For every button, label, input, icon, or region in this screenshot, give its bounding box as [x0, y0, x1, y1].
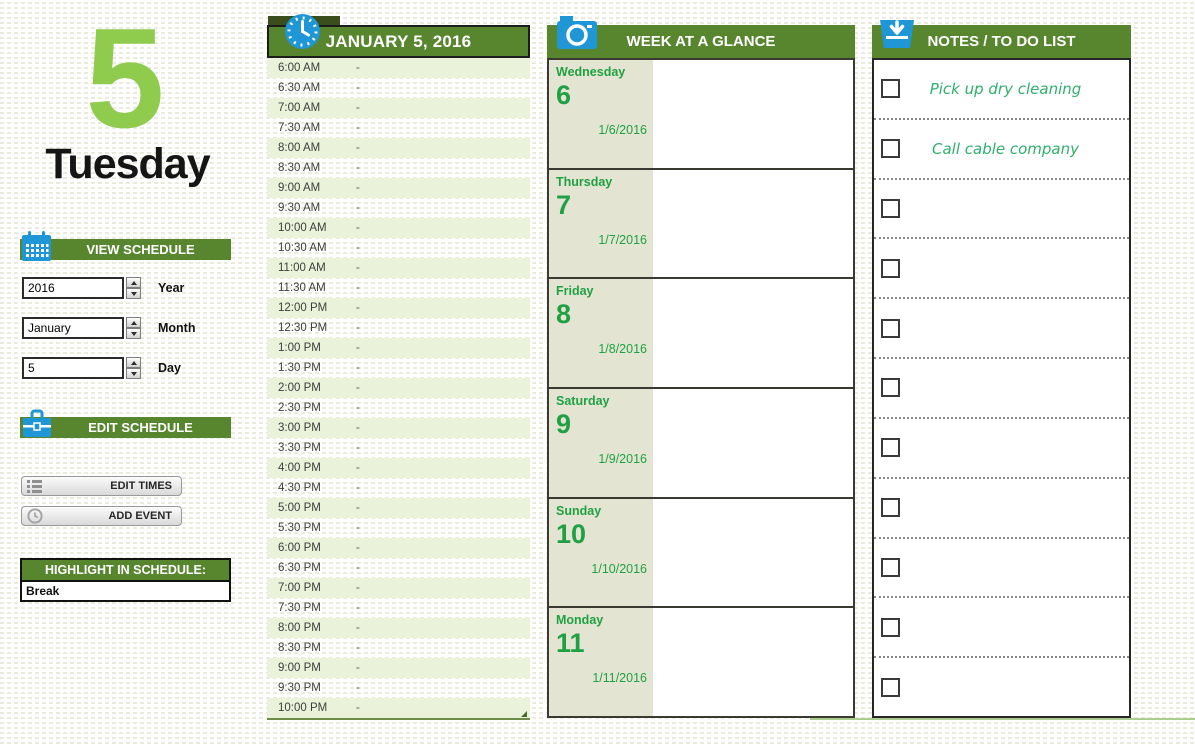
schedule-slot-row[interactable] [267, 518, 530, 538]
schedule-slot-row[interactable] [267, 98, 530, 118]
week-day-number: 11 [556, 628, 585, 659]
slot-time-label: 2:30 PM [278, 402, 321, 414]
day-number: 5 [85, 0, 165, 158]
week-day-name: Monday [556, 613, 604, 628]
slot-event-value: - [356, 562, 360, 574]
todo-checkbox[interactable] [881, 378, 900, 397]
todo-row[interactable] [874, 477, 1129, 537]
slot-event-value: - [356, 402, 360, 414]
slot-time-label: 1:30 PM [278, 362, 321, 374]
week-day-date: 1/8/2016 [598, 342, 647, 357]
notes-todo-title: NOTES / TO DO LIST [927, 33, 1076, 50]
week-at-a-glance-table [547, 58, 855, 718]
slot-event-value: - [356, 202, 360, 214]
schedule-slot-row[interactable] [267, 598, 530, 618]
view-schedule-title: VIEW SCHEDULE [86, 242, 195, 257]
slot-time-label: 9:00 PM [278, 662, 321, 674]
todo-row[interactable] [874, 118, 1129, 178]
day-name: Tuesday [45, 140, 210, 188]
todo-row[interactable] [874, 297, 1129, 357]
week-day-row [549, 60, 853, 168]
spinner-down-button[interactable] [126, 368, 141, 379]
week-day-info [549, 279, 653, 387]
slot-event-value: - [356, 302, 360, 314]
slot-time-label: 11:30 AM [278, 282, 326, 294]
week-day-date: 1/11/2016 [592, 671, 647, 686]
slot-event-value: - [356, 262, 360, 274]
slot-event-value: - [356, 622, 360, 634]
week-day-row [549, 277, 853, 387]
spinner [126, 277, 141, 299]
schedule-slot-row[interactable] [267, 218, 530, 238]
todo-row[interactable] [874, 237, 1129, 297]
slot-time-label: 8:00 PM [278, 622, 321, 634]
week-day-info [549, 60, 653, 168]
schedule-slot-row[interactable] [267, 338, 530, 358]
spinner-up-button[interactable] [126, 317, 141, 328]
slot-time-label: 3:30 PM [278, 442, 321, 454]
schedule-slot-row[interactable] [267, 558, 530, 578]
schedule-slot-row[interactable] [267, 238, 530, 258]
slot-time-label: 7:30 PM [278, 602, 321, 614]
highlight-value-cell[interactable]: Break [26, 584, 60, 598]
week-day-info [549, 389, 653, 497]
todo-row[interactable] [874, 417, 1129, 477]
clock-icon [284, 13, 321, 55]
slot-event-value: - [356, 602, 360, 614]
schedule-slot-row[interactable] [267, 318, 530, 338]
week-day-note-cell[interactable] [653, 608, 853, 716]
slot-time-label: 7:00 AM [278, 102, 321, 114]
slot-event-value: - [356, 122, 360, 134]
week-day-number: 10 [556, 518, 587, 549]
week-day-number: 6 [556, 80, 572, 110]
schedule-slot-row[interactable] [267, 178, 530, 198]
edit-times-label: EDIT TIMES [110, 480, 172, 492]
week-day-number: 7 [556, 189, 572, 220]
schedule-time-grid [267, 58, 530, 720]
week-day-info [549, 499, 653, 607]
daily-schedule-title: JANUARY 5, 2016 [325, 31, 472, 51]
todo-checkbox[interactable] [881, 558, 900, 577]
slot-event-value: - [356, 282, 360, 294]
date-field-input[interactable] [22, 317, 124, 339]
slot-time-label: 5:00 PM [278, 502, 321, 514]
slot-time-label: 3:00 PM [278, 422, 321, 434]
week-day-note-cell[interactable] [653, 60, 853, 168]
spinner-up-button[interactable] [126, 357, 141, 368]
week-day-date: 1/7/2016 [598, 232, 647, 247]
schedule-slot-row[interactable] [267, 58, 530, 78]
slot-event-value: - [356, 542, 360, 554]
date-field-label: Year [158, 281, 185, 295]
slot-event-value: - [356, 482, 360, 494]
slot-event-value: - [356, 82, 360, 94]
schedule-slot-row[interactable] [267, 678, 530, 698]
slot-event-value: - [356, 662, 360, 674]
schedule-slot-row[interactable] [267, 658, 530, 678]
todo-row[interactable] [874, 656, 1129, 716]
schedule-slot-row[interactable] [267, 378, 530, 398]
list-icon [27, 479, 42, 494]
week-day-note-cell[interactable] [653, 279, 853, 387]
slot-time-label: 7:30 AM [278, 122, 321, 134]
slot-event-value: - [356, 182, 360, 194]
date-field-row [22, 357, 195, 379]
slot-time-label: 12:00 PM [278, 302, 328, 314]
todo-checkbox[interactable] [881, 79, 900, 98]
slot-time-label: 12:30 PM [278, 322, 328, 334]
week-day-note-cell[interactable] [653, 170, 853, 278]
slot-time-label: 6:00 AM [278, 62, 321, 74]
slot-event-value: - [356, 522, 360, 534]
week-day-info [549, 170, 653, 278]
slot-time-label: 10:00 AM [278, 222, 327, 234]
slot-event-value: - [356, 162, 360, 174]
todo-checkbox[interactable] [881, 618, 900, 637]
schedule-slot-row[interactable] [267, 118, 530, 138]
view-schedule-fields [22, 277, 195, 397]
week-day-row [549, 497, 853, 607]
slot-event-value: - [356, 382, 360, 394]
week-day-name: Friday [556, 284, 594, 299]
schedule-slot-row[interactable] [267, 78, 530, 98]
slot-event-value: - [356, 702, 360, 714]
week-day-name: Sunday [556, 503, 602, 518]
schedule-slot-row[interactable] [267, 418, 530, 438]
slot-event-value: - [356, 582, 360, 594]
date-field-label: Month [158, 321, 196, 335]
week-day-name: Thursday [556, 174, 613, 189]
camera-icon [556, 13, 598, 58]
week-day-number: 9 [556, 409, 572, 440]
todo-checkbox[interactable] [881, 498, 900, 517]
schedule-slot-row[interactable] [267, 258, 530, 278]
schedule-slot-row[interactable] [267, 438, 530, 458]
schedule-slot-row[interactable] [267, 158, 530, 178]
slot-event-value: - [356, 422, 360, 434]
inbox-tray-icon [877, 12, 917, 55]
schedule-slot-row[interactable] [267, 698, 530, 718]
todo-checkbox[interactable] [881, 319, 900, 338]
slot-event-value: - [356, 462, 360, 474]
slot-event-value: - [356, 342, 360, 354]
spinner-down-button[interactable] [126, 328, 141, 339]
slot-event-value: - [356, 442, 360, 454]
slot-time-label: 1:00 PM [278, 342, 321, 354]
schedule-slot-row[interactable] [267, 458, 530, 478]
week-day-name: Saturday [556, 394, 610, 409]
slot-time-label: 6:30 PM [278, 562, 321, 574]
todo-item-text: Pick up dry cleaning [929, 79, 1082, 98]
slot-event-value: - [356, 502, 360, 514]
edit-times-button[interactable] [21, 476, 182, 496]
slot-time-label: 8:00 AM [278, 142, 321, 154]
week-day-date: 1/9/2016 [598, 452, 647, 467]
slot-time-label: 9:30 AM [278, 202, 321, 214]
add-event-label: ADD EVENT [108, 510, 172, 522]
slot-time-label: 6:30 AM [278, 82, 321, 94]
spinner-up-button[interactable] [126, 277, 141, 288]
todo-checkbox[interactable] [881, 259, 900, 278]
slot-event-value: - [356, 362, 360, 374]
slot-time-label: 8:30 AM [278, 162, 321, 174]
todo-row[interactable] [874, 357, 1129, 417]
slot-time-label: 9:00 AM [278, 182, 321, 194]
week-day-date: 1/10/2016 [591, 561, 647, 576]
week-day-info [549, 608, 653, 716]
schedule-slot-row[interactable] [267, 538, 530, 558]
date-field-input[interactable] [22, 277, 124, 299]
slot-event-value: - [356, 222, 360, 234]
todo-list [872, 58, 1131, 718]
schedule-slot-row[interactable] [267, 358, 530, 378]
date-field-row [22, 277, 195, 299]
slot-event-value: - [356, 242, 360, 254]
schedule-slot-row[interactable] [267, 278, 530, 298]
schedule-slot-row[interactable] [267, 618, 530, 638]
week-day-row [549, 168, 853, 278]
todo-row[interactable] [874, 178, 1129, 238]
slot-time-label: 5:30 PM [278, 522, 321, 534]
highlight-in-schedule-box [20, 558, 231, 602]
spinner-down-button[interactable] [126, 288, 141, 299]
clock-outline-icon [27, 508, 43, 524]
week-day-row [549, 606, 853, 716]
todo-checkbox[interactable] [881, 678, 900, 697]
todo-checkbox[interactable] [881, 438, 900, 457]
week-day-number: 8 [556, 299, 572, 330]
schedule-slot-row[interactable] [267, 638, 530, 658]
week-day-row [549, 387, 853, 497]
slot-event-value: - [356, 642, 360, 654]
week-day-date: 1/6/2016 [598, 123, 647, 137]
week-at-a-glance-title: WEEK AT A GLANCE [626, 33, 776, 50]
slot-time-label: 11:00 AM [278, 262, 326, 274]
spinner [126, 317, 141, 339]
resize-handle[interactable] [521, 711, 527, 717]
todo-row[interactable] [874, 596, 1129, 656]
todo-row[interactable] [874, 60, 1129, 118]
todo-checkbox[interactable] [881, 199, 900, 218]
schedule-slot-row[interactable] [267, 298, 530, 318]
week-day-name: Wednesday [556, 65, 626, 79]
slot-time-label: 9:30 PM [278, 682, 321, 694]
date-field-input[interactable] [22, 357, 124, 379]
add-event-button[interactable] [21, 506, 182, 526]
week-day-note-cell[interactable] [653, 499, 853, 607]
schedule-slot-row[interactable] [267, 398, 530, 418]
highlight-title: HIGHLIGHT IN SCHEDULE: [22, 560, 229, 582]
slot-time-label: 4:00 PM [278, 462, 321, 474]
slot-time-label: 10:30 AM [278, 242, 327, 254]
edit-schedule-title: EDIT SCHEDULE [88, 420, 193, 435]
schedule-slot-row[interactable] [267, 578, 530, 598]
slot-time-label: 2:00 PM [278, 382, 321, 394]
todo-row[interactable] [874, 537, 1129, 597]
slot-time-label: 8:30 PM [278, 642, 321, 654]
slot-event-value: - [356, 142, 360, 154]
slot-time-label: 7:00 PM [278, 582, 321, 594]
date-field-row [22, 317, 195, 339]
slot-time-label: 4:30 PM [278, 482, 321, 494]
toolbox-icon [21, 409, 53, 441]
slot-event-value: - [356, 102, 360, 114]
todo-checkbox[interactable] [881, 139, 900, 158]
slot-event-value: - [356, 62, 360, 74]
schedule-slot-row[interactable] [267, 198, 530, 218]
spinner [126, 357, 141, 379]
schedule-slot-row[interactable] [267, 478, 530, 498]
bottom-divider [810, 718, 1195, 720]
slot-time-label: 6:00 PM [278, 542, 321, 554]
schedule-slot-row[interactable] [267, 498, 530, 518]
slot-event-value: - [356, 682, 360, 694]
week-day-note-cell[interactable] [653, 389, 853, 497]
calendar-icon [21, 231, 53, 263]
todo-item-text: Call cable company [931, 139, 1080, 158]
slot-time-label: 10:00 PM [278, 702, 328, 714]
schedule-slot-row[interactable] [267, 138, 530, 158]
slot-event-value: - [356, 322, 360, 334]
date-field-label: Day [158, 361, 181, 375]
